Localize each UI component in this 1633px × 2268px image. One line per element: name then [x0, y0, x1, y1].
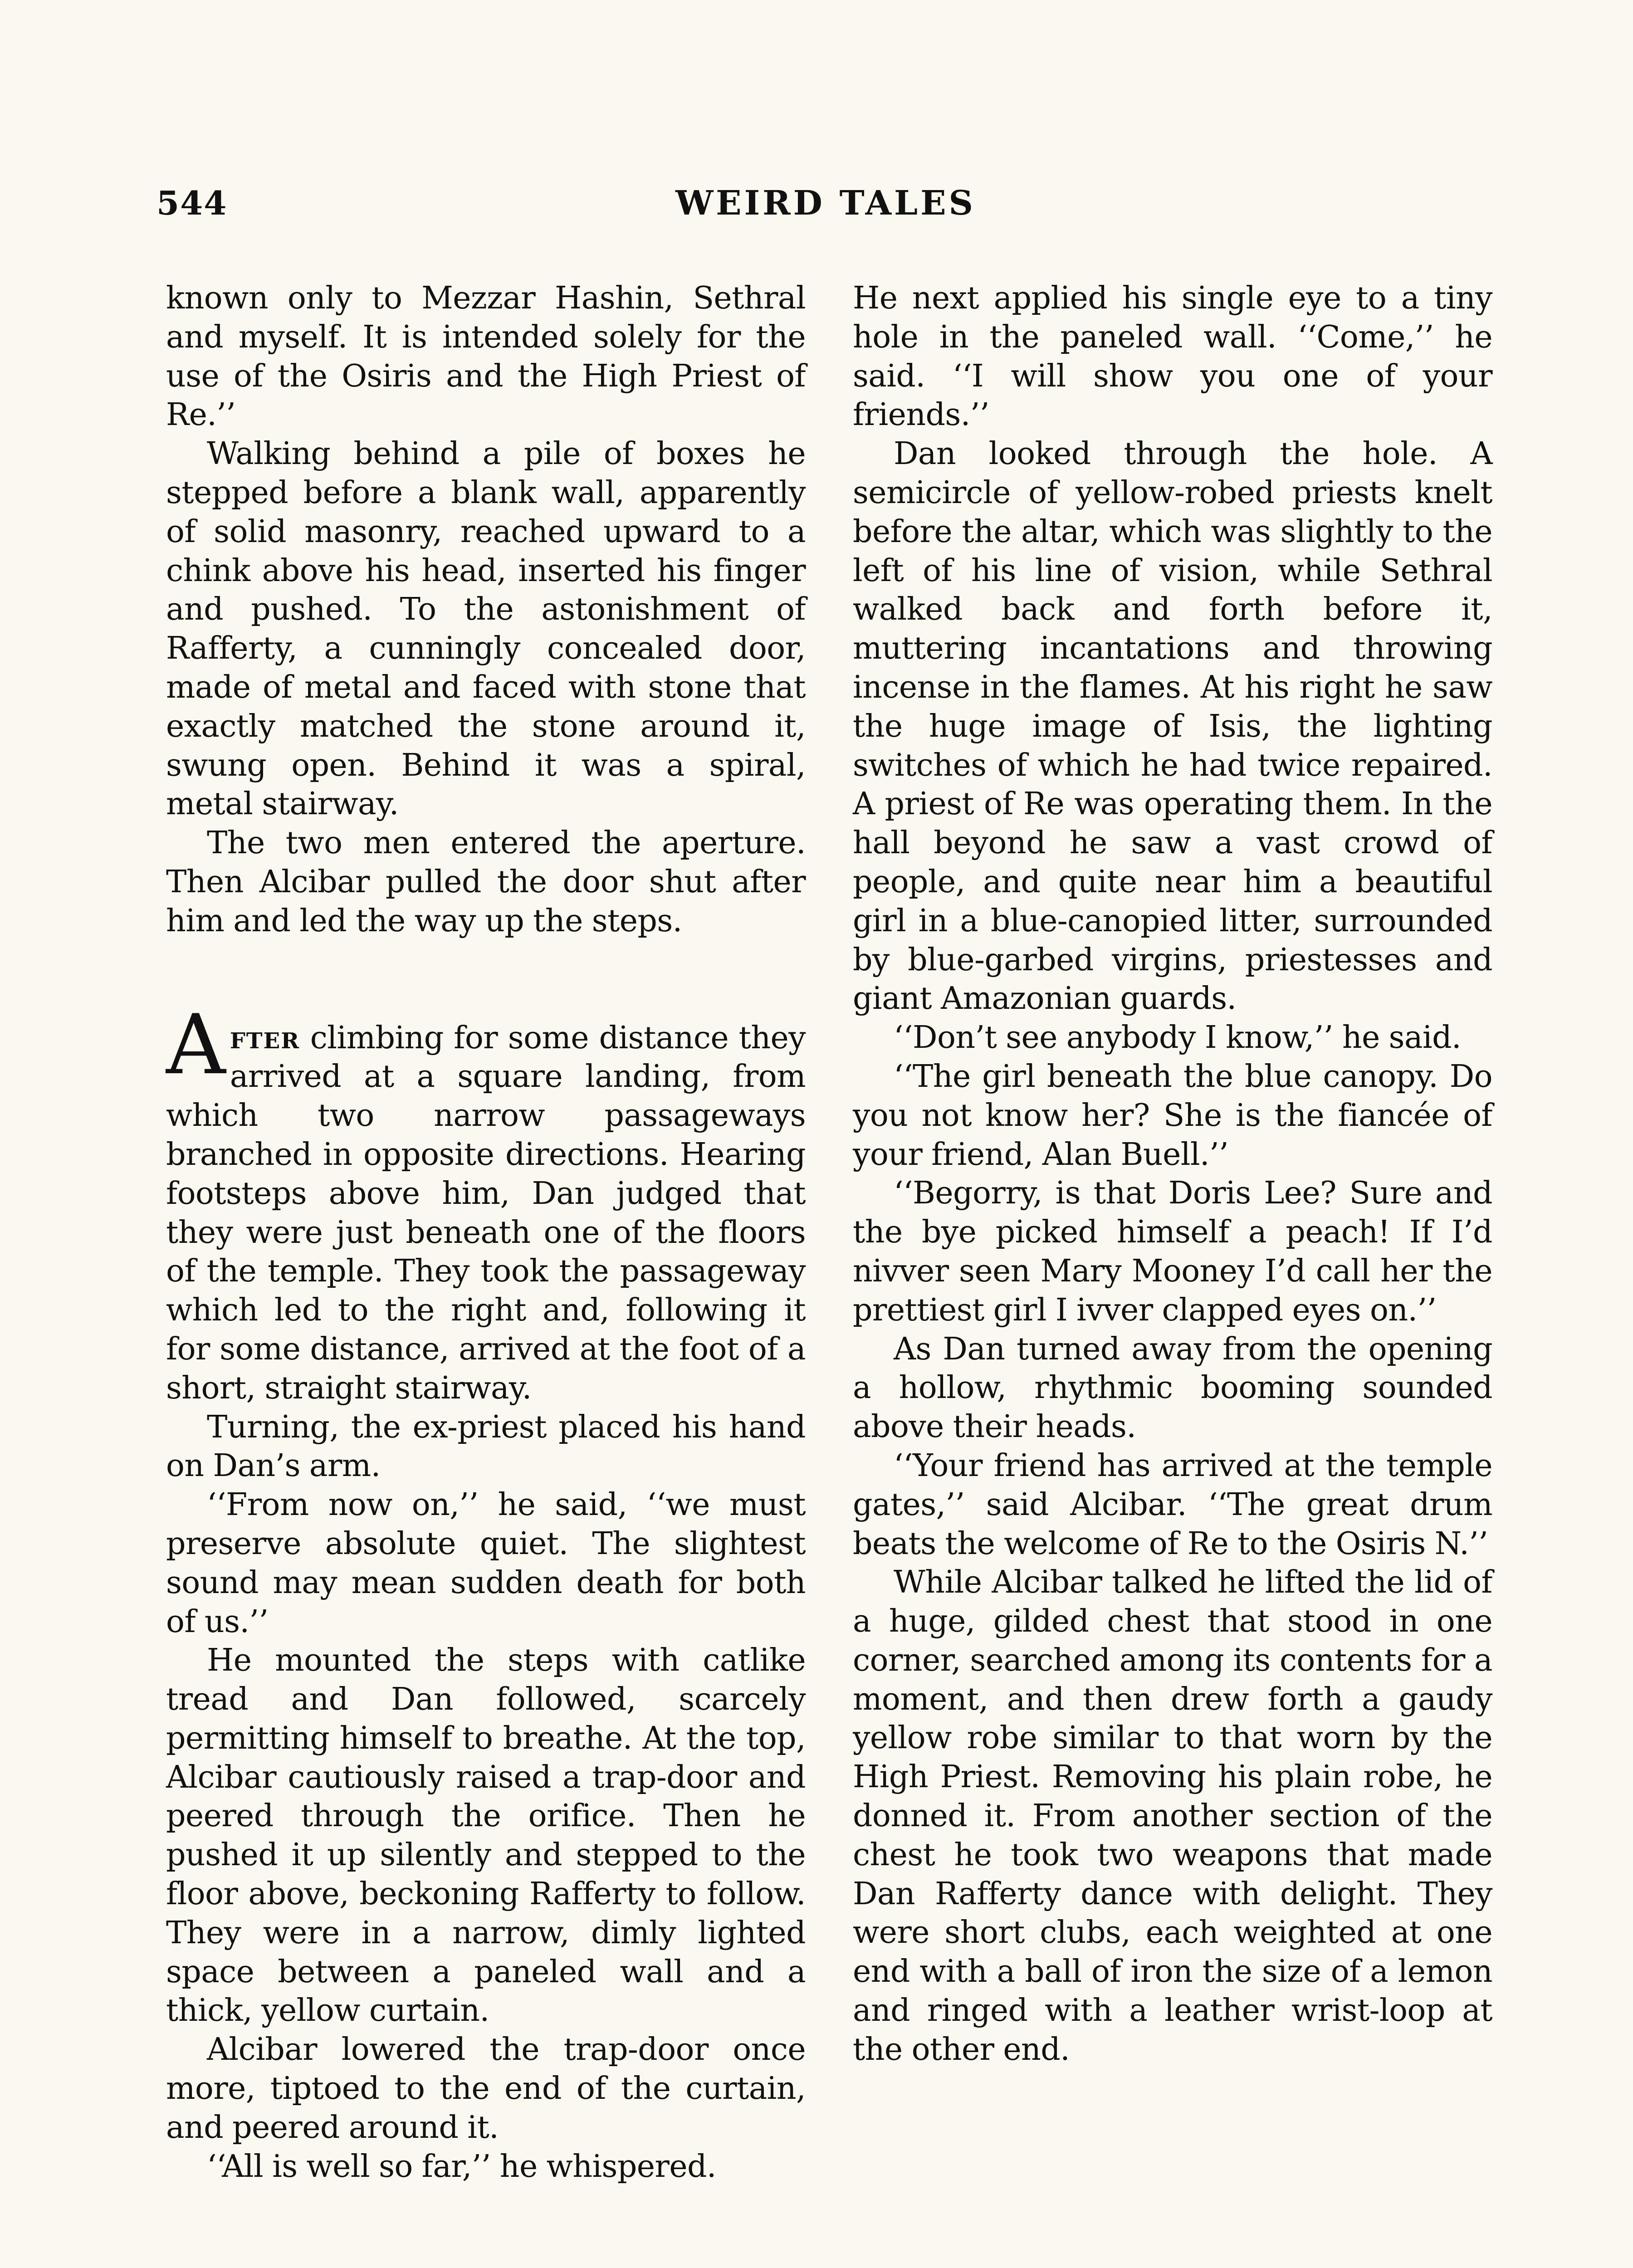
- drop-cap: A: [166, 996, 225, 1093]
- page-header: [156, 184, 1495, 234]
- left-column: [166, 279, 806, 2186]
- paragraph: He mounted the steps with catlike tread and Dan followed, scarcely permitting himself to breathe. At the top, Alcibar cautiously raised a trap-door and peered through the orifice. Then he pushed it up silently and stepped to the floor above, beckoning Rafferty to follow. They were in a narrow, dimly lighted space between a paneled wall and a thick, yellow curtain.: [166, 1642, 806, 2029]
- running-head: WEIRD TALES: [675, 184, 976, 223]
- paragraph: Walking behind a pile of boxes he stepped before a blank wall, apparently of solid masonry, reached upward to a chink above his head, inserted his finger and pushed. To the astonishment of Rafferty, a cunningly concealed door, made of metal and faced with stone that exactly matched the stone around it, swung open. Behind it was a spiral, metal stairway.: [166, 436, 806, 822]
- paragraph-text: climbing for some distance they arrived at a square landing, from which two narrow passageways branched in opposite directions. Hearing footsteps above him, Dan judged that they were just beneath one of the floors of the temple. They took the passageway which led to the right and, following it for some distance, arrived at the foot of a short, straight stairway.: [166, 1020, 806, 1406]
- paragraph: ‘‘Your friend has arrived at the temple gates,’’ said Alcibar. ‘‘The great drum beats the welcome of Re to the Osiris N.’’: [853, 1447, 1492, 1562]
- small-caps-lead: fter: [230, 1019, 300, 1056]
- paragraph: ‘‘The girl beneath the blue canopy. Do you not know her? She is the fiancée of your friend, Alan Buell.’’: [853, 1058, 1492, 1173]
- paragraph: Alcibar lowered the trap-door once more, tiptoed to the end of the curtain, and peered around it.: [166, 2032, 806, 2146]
- paragraph: He next applied his single eye to a tiny hole in the paneled wall. ‘‘Come,’’ he said. ‘‘I will show you one of your friends.’’: [853, 280, 1492, 433]
- paragraph: Dan looked through the hole. A semicircle of yellow-robed priests knelt before the altar, which was slightly to the left of his line of vision, while Sethral walked back and forth before it, muttering incantations and throwing incense in the flames. At his right he saw the huge image of Isis, the lighting switches of which he had twice repaired. A priest of Re was operating them. In the hall beyond he saw a vast crowd of people, and quite near him a beautiful girl in a blue-canopied litter, surrounded by blue-garbed virgins, priestesses and giant Amazonian guards.: [853, 436, 1492, 1017]
- paragraph: ‘‘Don’t see anybody I know,’’ he said.: [894, 1020, 1462, 1056]
- paragraph: As Dan turned away from the opening a hollow, rhythmic booming sounded above their heads.: [853, 1331, 1492, 1445]
- paragraph: Turning, the ex-priest placed his hand on Dan’s arm.: [166, 1409, 806, 1484]
- paragraph: known only to Mezzar Hashin, Sethral and myself. It is intended solely for the use of the Osiris and the High Priest of Re.’’: [166, 280, 806, 433]
- paragraph: ‘‘All is well so far,’’ he whispered.: [207, 2148, 716, 2185]
- paragraph: The two men entered the aperture. Then Alcibar pulled the door shut after him and led the way up the steps.: [166, 825, 806, 939]
- paragraph: While Alcibar talked he lifted the lid of a huge, gilded chest that stood in one corner, searched among its contents for a moment, and then drew forth a gaudy yellow robe similar to that worn by the High Priest. Removing his plain robe, he donned it. From another section of the chest he took two weapons that made Dan Rafferty dance with delight. They were short clubs, each weighted at one end with a ball of iron the size of a lemon and ringed with a leather wrist-loop at the other end.: [853, 1564, 1492, 2068]
- page-number: 544: [156, 184, 228, 222]
- paragraph: ‘‘From now on,’’ he said, ‘‘we must preserve absolute quiet. The slightest sound may mean sudden death for both of us.’’: [166, 1487, 806, 1640]
- right-column: [853, 279, 1492, 2069]
- paragraph: ‘‘Begorry, is that Doris Lee? Sure and the bye picked himself a peach! If I’d nivver seen Mary Mooney I’d call her the prettiest girl I ivver clapped eyes on.’’: [853, 1175, 1492, 1328]
- section-opening-paragraph: [166, 996, 806, 1408]
